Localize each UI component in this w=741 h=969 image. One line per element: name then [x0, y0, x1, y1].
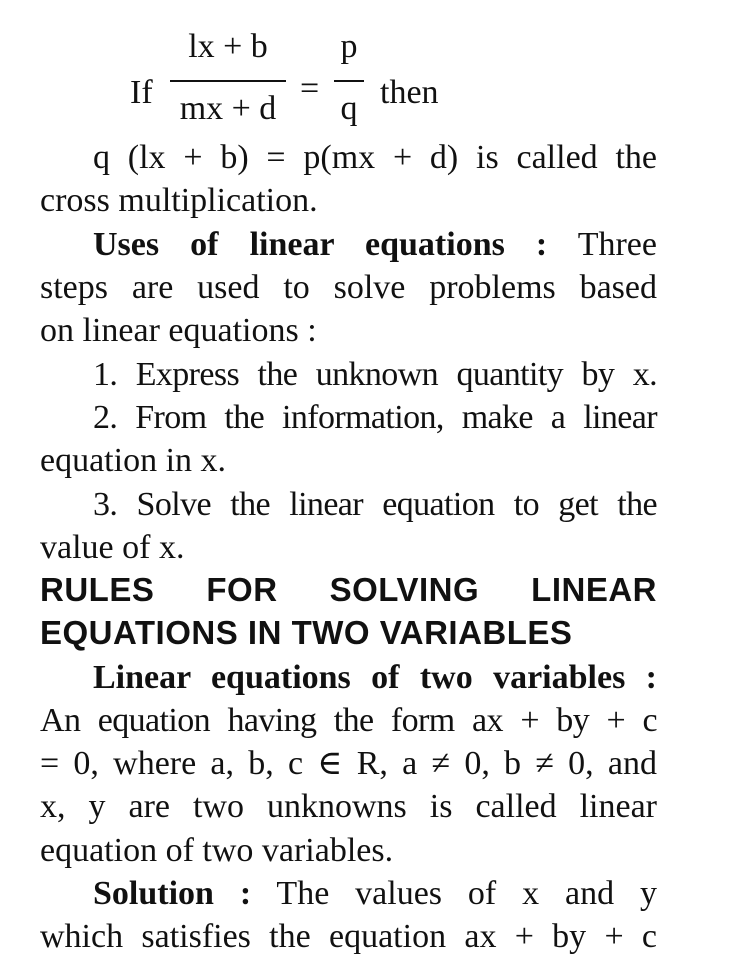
uses-term: Uses of linear equations : — [93, 226, 548, 263]
rhs-numerator: p — [340, 28, 358, 65]
equals-sign: = — [300, 70, 320, 107]
solution-line-2: which satisfies the equation ax + by + c — [40, 918, 657, 955]
step-3-line-1: 3. Solve the linear equation to get the — [93, 486, 657, 523]
section-heading-line-2: EQUATIONS IN TWO VARIABLES — [40, 614, 573, 651]
step-1: 1. Express the unknown quantity by x. — [93, 356, 657, 393]
uses-line-2: steps are used to solve problems based — [40, 269, 657, 306]
definition-line-1: An equation having the form ax + by + c — [40, 702, 657, 739]
definition-term: Linear equations of two variables : — [93, 659, 657, 696]
step-2-line-2: equation in x. — [40, 442, 227, 479]
solution-line-1-rest: The values of x and y — [251, 875, 657, 912]
uses-line-1-rest: Three — [547, 226, 657, 263]
lhs-denominator: mx + d — [179, 90, 277, 127]
uses-line-1 — [40, 225, 657, 265]
fraction-statement — [130, 14, 530, 134]
lhs-fraction — [170, 28, 286, 128]
step-3-line-2: value of x. — [40, 529, 185, 566]
cross-multiplication-line-2: cross multiplication. — [40, 182, 318, 219]
then-word: then — [380, 74, 439, 111]
lhs-fraction-bar — [170, 80, 286, 82]
definition-line-3: x, y are two unknowns is called linear — [40, 788, 657, 825]
rhs-denominator: q — [340, 90, 358, 127]
uses-line-3: on linear equations : — [40, 312, 317, 349]
lhs-numerator: lx + b — [188, 28, 268, 65]
section-heading-line-1: RULES FOR SOLVING LINEAR — [40, 571, 657, 608]
solution-term: Solution : — [93, 875, 252, 912]
definition-line-2: = 0, where a, b, c ∈ R, a ≠ 0, b ≠ 0, and — [40, 745, 657, 782]
if-word: If — [130, 74, 153, 111]
definition-line-4: equation of two variables. — [40, 832, 394, 869]
solution-line-1 — [40, 874, 657, 914]
step-2-line-1: 2. From the information, make a linear — [93, 399, 657, 436]
rhs-fraction — [334, 28, 364, 128]
cross-multiplication-line-1: q (lx + b) = p(mx + d) is called the — [93, 139, 657, 176]
rhs-fraction-bar — [334, 80, 364, 82]
